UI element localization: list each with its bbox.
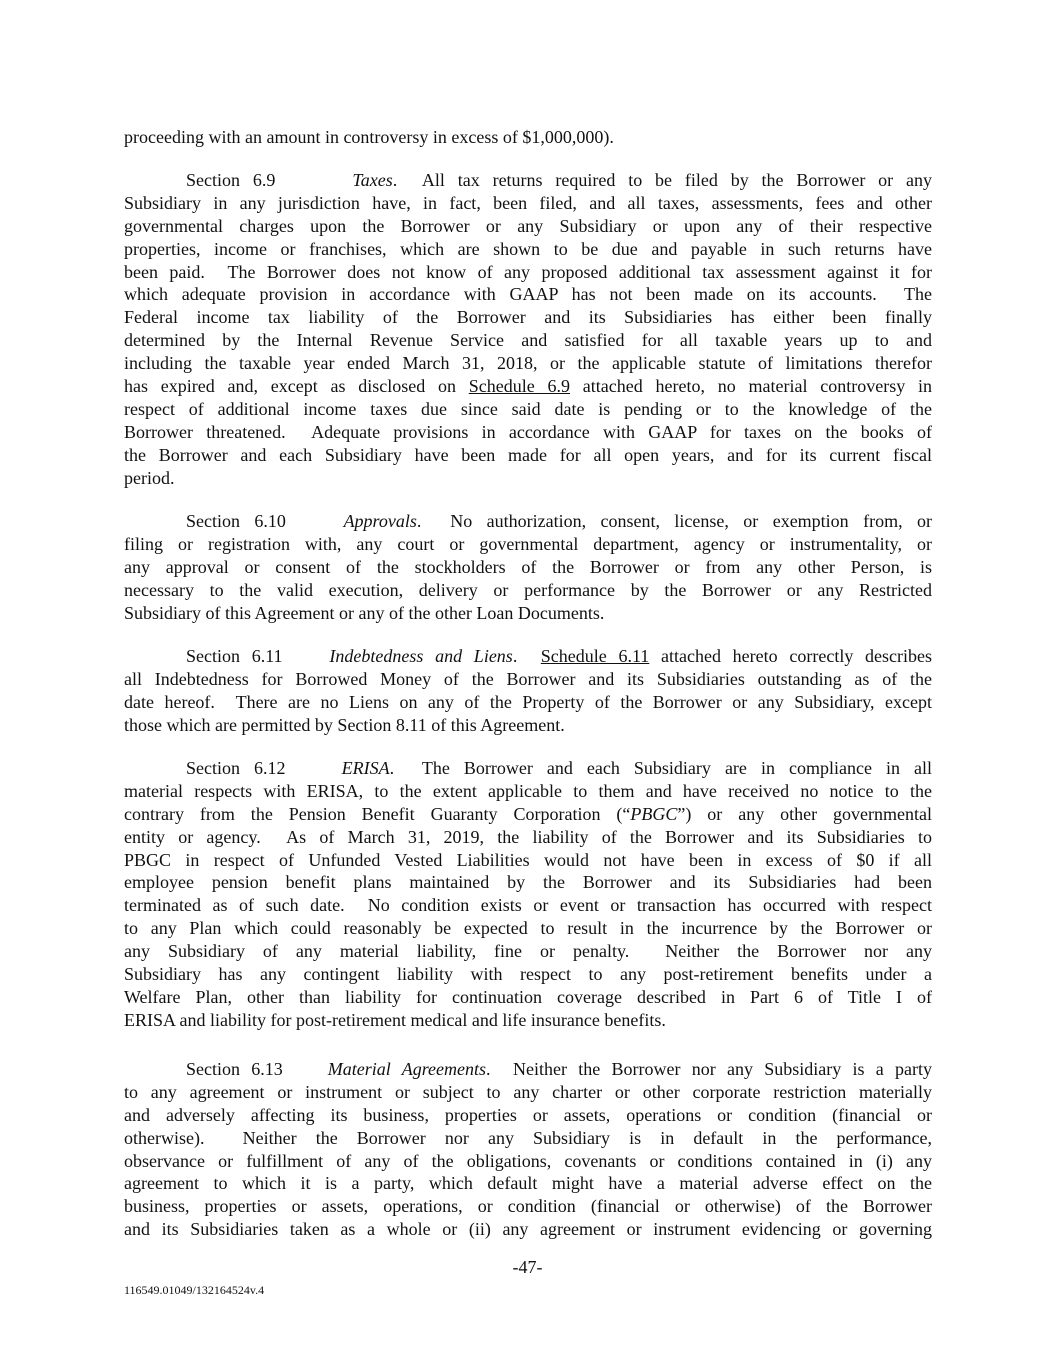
text-line	[124, 940, 932, 963]
section-heading: Material Agreements	[327, 1059, 487, 1079]
text-run: Subsidiary has any contingent liability with respect to any post-retirement benefits under a	[124, 964, 932, 985]
text-line	[124, 467, 932, 490]
text-run: those which are permitted by Section 8.11 of this Agreement.	[124, 714, 565, 735]
text-run: any Subsidiary of any material liability, fine or penalty. Neither the Borrower nor any	[124, 941, 932, 962]
text-run: Section 6.9	[186, 170, 353, 190]
text-line	[124, 1081, 932, 1104]
text-line	[124, 691, 932, 714]
text-line	[124, 668, 932, 691]
text-line	[124, 826, 932, 849]
text-line	[124, 1009, 932, 1032]
paragraph-continuation	[124, 126, 932, 149]
text-run: respect of additional income taxes due since said date is pending or to the knowledge of the	[124, 398, 932, 419]
text-run: agreement to which it is a party, which default might have a material adverse effect on the	[124, 1173, 932, 1194]
text-line	[124, 556, 932, 579]
text-run: Borrower threatened. Adequate provisions in accordance with GAAP for taxes on the books of	[124, 421, 932, 442]
text-line	[124, 444, 932, 467]
text-run: period.	[124, 467, 175, 488]
text-line	[124, 283, 932, 306]
text-line	[124, 803, 932, 826]
text-run: entity or agency. As of March 31, 2019, the liability of the Borrower and its Subsidiaries to	[124, 826, 932, 847]
document-id: 116549.01049/132164524v.4	[124, 1283, 265, 1297]
text-line	[124, 871, 932, 894]
text-run: filing or registration with, any court or governmental department, agency or instrumentality, or	[124, 533, 932, 554]
text-line	[124, 398, 932, 421]
text-run: Subsidiary of this Agreement or any of the other Loan Documents.	[124, 602, 605, 623]
text-run: has expired and, except as disclosed on	[124, 376, 469, 397]
text-run: properties, income or franchises, which are shown to be due and payable in such returns have	[124, 238, 932, 259]
text-run: date hereof. There are no Liens on any of the Property of the Borrower or any Subsidiary, except	[124, 691, 932, 712]
text-line	[124, 602, 932, 625]
text-run: . All tax returns required to be filed by the Borrower or any	[392, 170, 933, 190]
text-line	[124, 1195, 932, 1218]
section-6-12-erisa	[124, 757, 932, 1032]
text-line	[124, 986, 932, 1009]
text-run: PBGC in respect of Unfunded Vested Liabilities would not have been in excess of $0 if all	[124, 849, 932, 870]
section-6-10-approvals	[124, 510, 932, 624]
text-run: and its Subsidiaries taken as a whole or (ii) any agreement or instrument evidencing or governing	[124, 1219, 932, 1240]
text-line	[124, 375, 932, 398]
text-line	[124, 352, 932, 375]
text-run: and adversely affecting its business, properties or assets, operations or condition (financial or	[124, 1104, 932, 1125]
text-run: Section 6.11	[186, 646, 330, 666]
text-run: ”) or any other governmental	[677, 803, 933, 824]
text-run: attached hereto, no material controversy in	[570, 376, 932, 397]
text-line	[124, 169, 932, 192]
text-line	[124, 1104, 932, 1127]
text-line	[124, 645, 932, 668]
schedule-reference: Schedule 6.9	[468, 376, 571, 397]
text-line	[124, 1127, 932, 1150]
text-line	[124, 215, 932, 238]
text-line	[124, 126, 932, 149]
text-run: Section 6.10	[186, 511, 344, 531]
text-run: .	[512, 646, 541, 666]
section-6-13-material-agreements	[124, 1058, 932, 1241]
text-line	[124, 917, 932, 940]
text-line	[124, 1058, 932, 1081]
text-run: Section 6.13	[186, 1059, 328, 1079]
section-heading: PBGC	[630, 803, 678, 824]
text-line	[124, 306, 932, 329]
text-run: Section 6.12	[186, 758, 342, 778]
text-run: necessary to the valid execution, delivery or performance by the Borrower or any Restricted	[124, 579, 932, 600]
text-run: proceeding with an amount in controversy in excess of $1,000,000).	[124, 127, 614, 147]
section-heading: Taxes	[352, 170, 393, 190]
text-run: business, properties or assets, operations, or condition (financial or otherwise) of the Borrower	[124, 1196, 932, 1217]
text-run: governmental charges upon the Borrower or any Subsidiary or upon any of their respective	[124, 215, 932, 236]
text-line	[124, 192, 932, 215]
page-number: -47-	[512, 1257, 543, 1277]
text-run: otherwise). Neither the Borrower nor any Subsidiary is in default in the performance,	[124, 1127, 932, 1148]
text-run: contrary from the Pension Benefit Guaranty Corporation (“	[124, 803, 631, 824]
text-line	[124, 421, 932, 444]
text-run: terminated as of such date. No condition exists or event or transaction has occurred with respect	[124, 895, 932, 916]
text-line	[124, 1218, 932, 1241]
section-6-9-taxes	[124, 169, 932, 489]
text-line	[124, 238, 932, 261]
text-run: observance or fulfillment of any of the obligations, covenants or conditions contained in (i) any	[124, 1150, 932, 1171]
text-run: determined by the Internal Revenue Service and satisfied for all taxable years up to and	[124, 330, 932, 351]
section-6-11-indebtedness	[124, 645, 932, 737]
text-run: . Neither the Borrower nor any Subsidiary is a party	[486, 1059, 932, 1079]
text-line	[124, 1150, 932, 1173]
section-heading: ERISA	[341, 758, 390, 778]
text-run: Federal income tax liability of the Borrower and its Subsidiaries has either been finally	[124, 307, 932, 328]
text-run: the Borrower and each Subsidiary have been made for all open years, and for its current fiscal	[124, 444, 932, 465]
text-line	[124, 757, 932, 780]
text-line	[124, 849, 932, 872]
text-line	[124, 714, 932, 737]
text-line	[124, 963, 932, 986]
section-heading: Indebtedness and Liens	[329, 646, 513, 666]
text-line	[124, 894, 932, 917]
text-run: employee pension benefit plans maintained by the Borrower and its Subsidiaries had been	[124, 872, 932, 893]
text-run: any approval or consent of the stockholders of the Borrower or from any other Person, is	[124, 556, 932, 577]
text-run: material respects with ERISA, to the extent applicable to them and have received no notice to the	[124, 780, 932, 801]
text-run: Subsidiary in any jurisdiction have, in fact, been filed, and all taxes, assessments, fees and other	[124, 192, 932, 213]
text-run: to any Plan which could reasonably be expected to result in the incurrence by the Borrower or	[124, 918, 932, 939]
text-line	[124, 579, 932, 602]
text-run: which adequate provision in accordance with GAAP has not been made on its accounts. The	[124, 284, 932, 305]
text-run: attached hereto correctly describes	[649, 646, 933, 666]
text-run: all Indebtedness for Borrowed Money of the Borrower and its Subsidiaries outstanding as of the	[124, 668, 932, 689]
text-line	[124, 533, 932, 556]
text-line	[124, 780, 932, 803]
text-line	[124, 261, 932, 284]
section-heading: Approvals	[343, 511, 417, 531]
text-run: including the taxable year ended March 31, 2018, or the applicable statute of limitations therefor	[124, 353, 932, 374]
text-line	[124, 510, 932, 533]
text-run: to any agreement or instrument or subject to any charter or other corporate restriction materially	[124, 1081, 932, 1102]
text-run: Welfare Plan, other than liability for continuation coverage described in Part 6 of Title I of	[124, 986, 932, 1007]
text-run: . No authorization, consent, license, or exemption from, or	[416, 511, 932, 531]
schedule-reference: Schedule 6.11	[540, 646, 650, 666]
text-run: been paid. The Borrower does not know of any proposed additional tax assessment against it for	[124, 261, 932, 282]
text-run: ERISA and liability for post-retirement medical and life insurance benefits.	[124, 1009, 666, 1030]
text-line	[124, 1172, 932, 1195]
text-line	[124, 329, 932, 352]
text-run: . The Borrower and each Subsidiary are in compliance in all	[389, 758, 932, 778]
